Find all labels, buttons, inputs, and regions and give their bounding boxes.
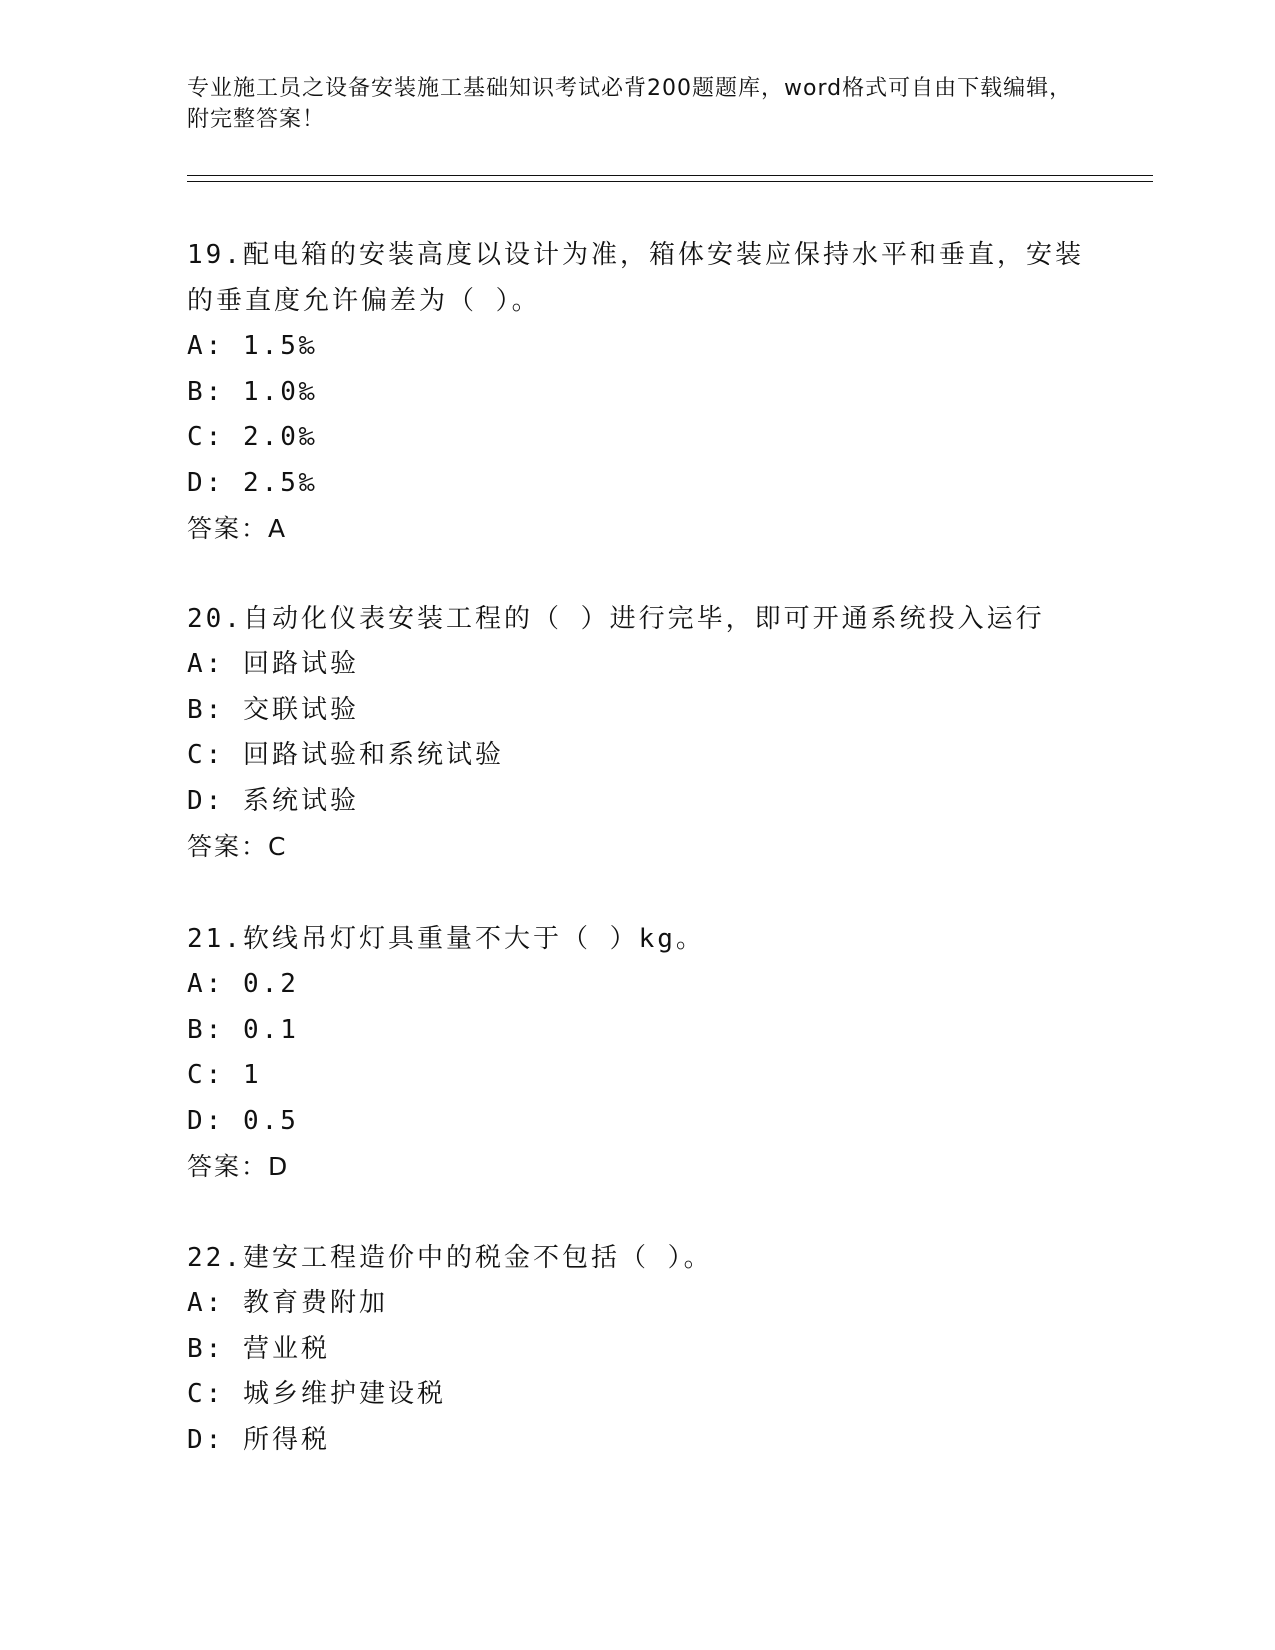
option-c: C: 回路试验和系统试验 [187,740,504,770]
question-stem: 20.自动化仪表安装工程的（ ）进行完毕，即可开通系统投入运行 [187,604,1045,634]
option-c: C: 城乡维护建设税 [187,1379,446,1409]
option-c: C: 2.0‰ [187,422,318,452]
option-b: B: 营业税 [187,1333,330,1364]
option-a: A: 0.2 [187,969,299,999]
question-20 [187,596,1087,870]
question-19 [187,232,1087,552]
option-d: D: 所得税 [187,1424,330,1455]
question-21 [187,916,1087,1190]
header-divider-bottom [187,181,1153,182]
answer: 答案：D [187,1152,290,1181]
document-header: 专业施工员之设备安装施工基础知识考试必背200题题库，word格式可自由下载编辑，附完整答案！ [187,76,1073,132]
option-b: B: 交联试验 [187,694,359,725]
answer: 答案：A [187,514,288,543]
option-b: B: 0.1 [187,1014,299,1045]
option-a: A: 1.5‰ [187,331,318,361]
question-stem: 19.配电箱的安装高度以设计为准，箱体安装应保持水平和垂直，安装 [187,240,1084,270]
option-a: A: 回路试验 [187,649,359,679]
question-stem: 21.软线吊灯灯具重量不大于（ ）kg。 [187,924,705,954]
question-22 [187,1235,1087,1463]
option-b: B: 1.0‰ [187,376,318,407]
option-d: D: 2.5‰ [187,467,318,498]
option-c: C: 1 [187,1060,262,1090]
option-d: D: 系统试验 [187,785,359,816]
header-divider-top [187,175,1153,176]
option-a: A: 教育费附加 [187,1288,388,1318]
question-stem-continued: 的垂直度允许偏差为（ ）。 [187,286,541,316]
question-stem: 22.建安工程造价中的税金不包括（ ）。 [187,1243,713,1273]
answer: 答案：C [187,832,288,861]
option-d: D: 0.5 [187,1105,299,1136]
